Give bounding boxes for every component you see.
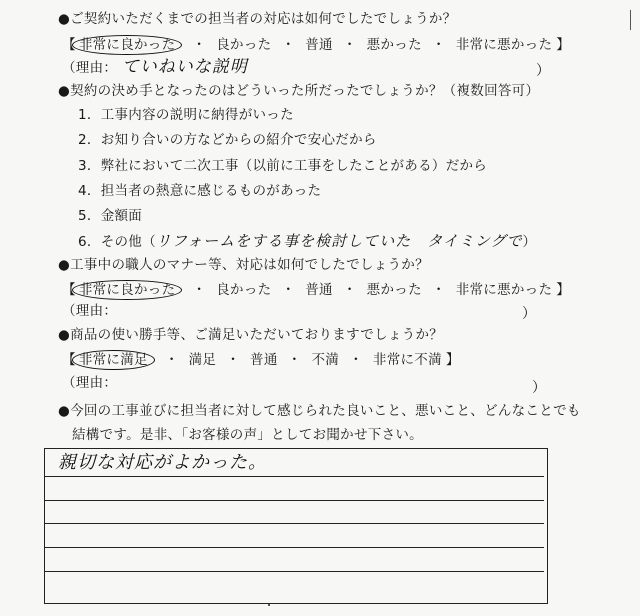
q4-open-bracket: 【 <box>62 352 76 368</box>
q1-option-3[interactable]: 普通 <box>305 37 333 53</box>
q2-other-close: ） <box>522 234 537 250</box>
q1-option-5[interactable]: 非常に悪かった <box>455 37 553 53</box>
q3-reason-close: ） <box>522 306 536 322</box>
q4-options <box>62 350 460 370</box>
q5-answer[interactable]: 親切な対応がよかった。 <box>58 452 267 473</box>
q2-question: ●契約の決め手となったのはどういった所だったでしょうか？（複数回答可） <box>58 83 540 99</box>
q4-sep: ・ <box>226 352 241 368</box>
q1-reason-label: （理由： <box>62 60 118 76</box>
q2-item-2[interactable]: 2．お知り合いの方などからの紹介で安心だから <box>78 132 377 148</box>
q4-question: ●商品の使い勝手等、ご満足いただいておりますでしょうか？ <box>58 327 444 343</box>
q4-sep: ・ <box>349 352 363 368</box>
comment-rule <box>44 523 544 524</box>
q3-sep: ・ <box>281 282 296 298</box>
comment-rule <box>44 547 544 548</box>
q4-option-3[interactable]: 普通 <box>250 352 278 368</box>
comment-rule <box>44 476 544 477</box>
q1-sep: ・ <box>281 37 296 53</box>
q3-sep: ・ <box>192 282 207 298</box>
comment-rule <box>44 571 544 572</box>
q1-open-bracket: 【 <box>62 37 76 53</box>
q1-sep: ・ <box>192 37 207 53</box>
q3-option-3[interactable]: 普通 <box>305 282 333 298</box>
q4-sep: ・ <box>287 352 302 368</box>
q4-reason-label: （理由： <box>62 375 118 391</box>
q4-option-1-circled[interactable]: 非常に満足 <box>72 350 155 370</box>
q4-option-2[interactable]: 満足 <box>188 352 217 368</box>
q1-sep: ・ <box>431 37 446 53</box>
q3-question: ●工事中の職人のマナー等、対応は如何でしたでしょうか？ <box>58 257 429 273</box>
q2-item-3[interactable]: 3．弊社において二次工事（以前に工事をしたことがある）だから <box>78 158 488 174</box>
comment-rule <box>44 500 544 501</box>
q1-close-bracket: 】 <box>556 37 571 53</box>
q4-option-5[interactable]: 非常に不満 <box>372 352 442 368</box>
scan-speck <box>268 604 270 606</box>
q3-close-bracket: 】 <box>556 282 571 298</box>
q4-close-bracket: 】 <box>445 352 460 368</box>
q3-option-2[interactable]: 良かった <box>216 282 272 298</box>
q2-item-6[interactable] <box>78 232 536 251</box>
q2-item-6-label: 6．その他（ <box>78 234 156 250</box>
q3-sep: ・ <box>342 282 357 298</box>
q5-question-line2: 結構です。是非、「お客様の声」としてお聞かせ下さい。 <box>72 427 423 443</box>
q3-option-4[interactable]: 悪かった <box>366 282 422 298</box>
q3-reason-label: （理由： <box>62 303 118 319</box>
q1-option-4[interactable]: 悪かった <box>366 37 422 53</box>
q1-question: ●ご契約いただくまでの担当者の対応は如何でしたでしょうか？ <box>58 11 457 27</box>
q2-other-value[interactable]: リフォームをする事を検討していた タイミングで <box>155 232 523 250</box>
q2-item-5[interactable]: 5．金額面 <box>78 208 143 224</box>
q5-question-line1: ●今回の工事並びに担当者に対して感じられた良いこと、悪いこと、どんなことでも <box>58 403 581 419</box>
q3-sep: ・ <box>431 282 446 298</box>
q4-option-4[interactable]: 不満 <box>311 352 340 368</box>
q2-item-4[interactable]: 4．担当者の熱意に感じるものがあった <box>78 183 322 199</box>
q4-reason-close: ） <box>532 380 546 396</box>
q1-reason-close: ） <box>536 63 550 79</box>
q3-options <box>62 280 570 300</box>
q2-item-1[interactable]: 1．工事内容の説明に納得がいった <box>78 107 294 123</box>
q3-option-5[interactable]: 非常に悪かった <box>455 282 553 298</box>
q1-reason <box>62 58 248 77</box>
q1-option-1-circled[interactable]: 非常に良かった <box>72 35 183 55</box>
q1-reason-value[interactable]: ていねいな説明 <box>121 57 248 77</box>
q1-options <box>62 35 570 55</box>
q3-open-bracket: 【 <box>62 282 76 298</box>
q1-sep: ・ <box>342 37 357 53</box>
q4-sep: ・ <box>164 352 179 368</box>
scan-edge-mark <box>630 10 631 30</box>
q1-option-2[interactable]: 良かった <box>216 37 272 53</box>
q3-option-1-circled[interactable]: 非常に良かった <box>72 280 183 300</box>
